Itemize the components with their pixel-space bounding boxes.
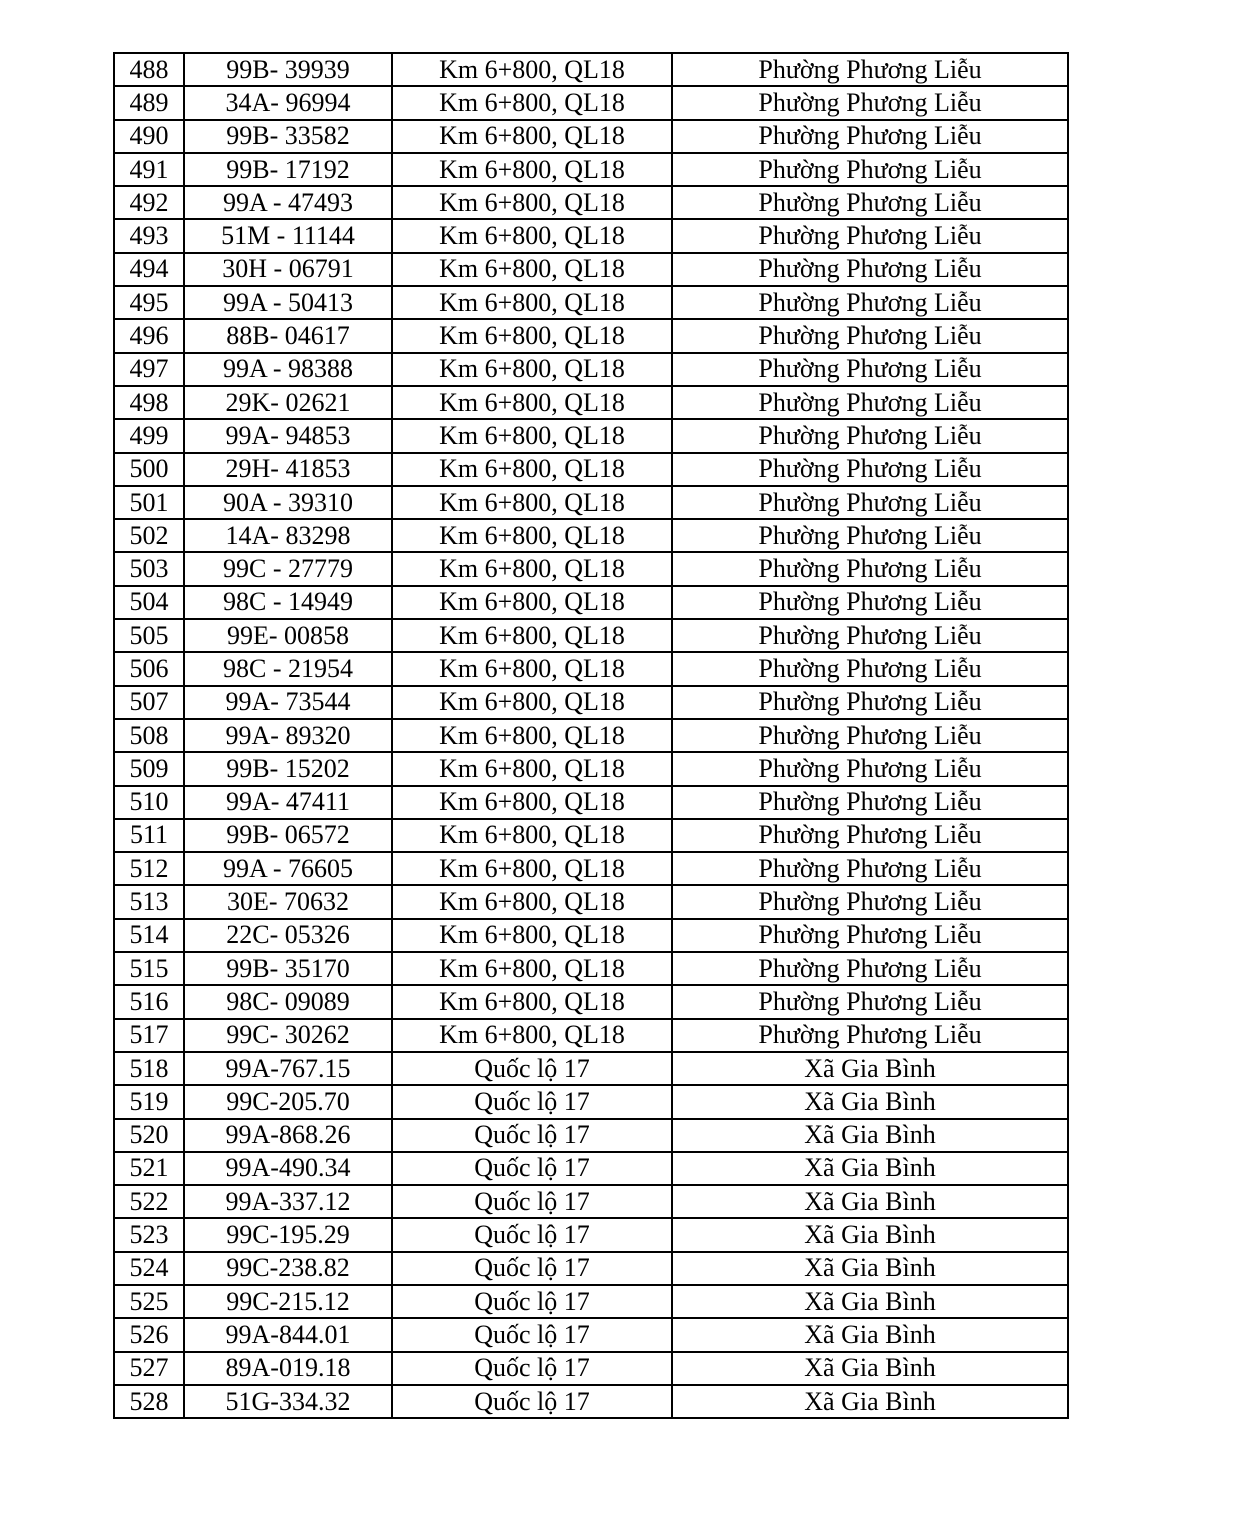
ward-cell: Phường Phương Liễu [672,652,1068,685]
row-number-cell: 512 [114,852,184,885]
license-plate-cell: 30E- 70632 [184,885,392,918]
row-number-cell: 489 [114,86,184,119]
table-row [114,453,1068,486]
table-row [114,852,1068,885]
location-cell: Km 6+800, QL18 [392,453,672,486]
row-number-cell: 500 [114,453,184,486]
row-number-cell: 514 [114,919,184,952]
ward-cell: Phường Phương Liễu [672,619,1068,652]
license-plate-cell: 99C - 27779 [184,552,392,585]
license-plate-cell: 30H - 06791 [184,253,392,286]
ward-cell: Phường Phương Liễu [672,386,1068,419]
license-plate-cell: 99B- 35170 [184,952,392,985]
row-number-cell: 523 [114,1218,184,1251]
location-cell: Km 6+800, QL18 [392,552,672,585]
row-number-cell: 527 [114,1352,184,1385]
table-row [114,752,1068,785]
location-cell: Quốc lộ 17 [392,1252,672,1285]
ward-cell: Phường Phương Liễu [672,53,1068,86]
location-cell: Km 6+800, QL18 [392,686,672,719]
license-plate-cell: 99E- 00858 [184,619,392,652]
violation-table [113,52,1069,1419]
ward-cell: Phường Phương Liễu [672,120,1068,153]
table-row [114,319,1068,352]
table-row [114,486,1068,519]
license-plate-cell: 51G-334.32 [184,1385,392,1418]
table-row [114,985,1068,1018]
location-cell: Quốc lộ 17 [392,1185,672,1218]
row-number-cell: 519 [114,1085,184,1118]
table-row [114,919,1068,952]
row-number-cell: 506 [114,652,184,685]
row-number-cell: 520 [114,1119,184,1152]
ward-cell: Phường Phương Liễu [672,353,1068,386]
table-row [114,353,1068,386]
location-cell: Km 6+800, QL18 [392,419,672,452]
ward-cell: Phường Phương Liễu [672,952,1068,985]
license-plate-cell: 98C - 14949 [184,586,392,619]
ward-cell: Phường Phương Liễu [672,885,1068,918]
ward-cell: Phường Phương Liễu [672,153,1068,186]
ward-cell: Phường Phương Liễu [672,1019,1068,1052]
location-cell: Km 6+800, QL18 [392,885,672,918]
row-number-cell: 525 [114,1285,184,1318]
license-plate-cell: 99A- 89320 [184,719,392,752]
location-cell: Km 6+800, QL18 [392,952,672,985]
license-plate-cell: 99C-215.12 [184,1285,392,1318]
table-row [114,1185,1068,1218]
license-plate-cell: 99A-868.26 [184,1119,392,1152]
license-plate-cell: 99C-205.70 [184,1085,392,1118]
ward-cell: Phường Phương Liễu [672,486,1068,519]
table-row [114,586,1068,619]
location-cell: Quốc lộ 17 [392,1152,672,1185]
location-cell: Km 6+800, QL18 [392,919,672,952]
location-cell: Km 6+800, QL18 [392,153,672,186]
location-cell: Km 6+800, QL18 [392,253,672,286]
location-cell: Quốc lộ 17 [392,1119,672,1152]
license-plate-cell: 99B- 17192 [184,153,392,186]
ward-cell: Xã Gia Bình [672,1385,1068,1418]
location-cell: Km 6+800, QL18 [392,319,672,352]
location-cell: Quốc lộ 17 [392,1052,672,1085]
license-plate-cell: 51M - 11144 [184,219,392,252]
location-cell: Km 6+800, QL18 [392,519,672,552]
row-number-cell: 495 [114,286,184,319]
ward-cell: Phường Phương Liễu [672,819,1068,852]
ward-cell: Xã Gia Bình [672,1352,1068,1385]
table-body [114,53,1068,1418]
license-plate-cell: 99B- 39939 [184,53,392,86]
row-number-cell: 528 [114,1385,184,1418]
row-number-cell: 515 [114,952,184,985]
row-number-cell: 517 [114,1019,184,1052]
location-cell: Km 6+800, QL18 [392,219,672,252]
table-row [114,952,1068,985]
row-number-cell: 497 [114,353,184,386]
row-number-cell: 502 [114,519,184,552]
table-row [114,786,1068,819]
table-row [114,1285,1068,1318]
ward-cell: Phường Phương Liễu [672,253,1068,286]
location-cell: Km 6+800, QL18 [392,652,672,685]
location-cell: Km 6+800, QL18 [392,120,672,153]
table-row [114,219,1068,252]
ward-cell: Xã Gia Bình [672,1185,1068,1218]
license-plate-cell: 34A- 96994 [184,86,392,119]
location-cell: Quốc lộ 17 [392,1085,672,1118]
license-plate-cell: 99A- 94853 [184,419,392,452]
row-number-cell: 494 [114,253,184,286]
table-row [114,120,1068,153]
ward-cell: Xã Gia Bình [672,1085,1068,1118]
table-row [114,885,1068,918]
row-number-cell: 493 [114,219,184,252]
row-number-cell: 511 [114,819,184,852]
ward-cell: Phường Phương Liễu [672,752,1068,785]
row-number-cell: 491 [114,153,184,186]
location-cell: Km 6+800, QL18 [392,53,672,86]
location-cell: Km 6+800, QL18 [392,486,672,519]
location-cell: Km 6+800, QL18 [392,719,672,752]
ward-cell: Phường Phương Liễu [672,86,1068,119]
location-cell: Km 6+800, QL18 [392,286,672,319]
table-row [114,1218,1068,1251]
location-cell: Km 6+800, QL18 [392,985,672,1018]
table-row [114,1252,1068,1285]
table-row [114,1119,1068,1152]
row-number-cell: 499 [114,419,184,452]
row-number-cell: 488 [114,53,184,86]
location-cell: Km 6+800, QL18 [392,1019,672,1052]
row-number-cell: 516 [114,985,184,1018]
license-plate-cell: 99A-767.15 [184,1052,392,1085]
row-number-cell: 503 [114,552,184,585]
ward-cell: Xã Gia Bình [672,1152,1068,1185]
table-row [114,719,1068,752]
location-cell: Quốc lộ 17 [392,1285,672,1318]
row-number-cell: 504 [114,586,184,619]
license-plate-cell: 99B- 06572 [184,819,392,852]
table-row [114,1085,1068,1118]
row-number-cell: 496 [114,319,184,352]
license-plate-cell: 99A-490.34 [184,1152,392,1185]
license-plate-cell: 99A - 50413 [184,286,392,319]
row-number-cell: 492 [114,186,184,219]
row-number-cell: 490 [114,120,184,153]
location-cell: Quốc lộ 17 [392,1352,672,1385]
license-plate-cell: 99A-337.12 [184,1185,392,1218]
table-row [114,1318,1068,1351]
ward-cell: Xã Gia Bình [672,1119,1068,1152]
ward-cell: Phường Phương Liễu [672,219,1068,252]
location-cell: Km 6+800, QL18 [392,852,672,885]
table-row [114,253,1068,286]
row-number-cell: 521 [114,1152,184,1185]
license-plate-cell: 99C- 30262 [184,1019,392,1052]
license-plate-cell: 99C-195.29 [184,1218,392,1251]
row-number-cell: 524 [114,1252,184,1285]
ward-cell: Xã Gia Bình [672,1052,1068,1085]
license-plate-cell: 99A- 47411 [184,786,392,819]
row-number-cell: 518 [114,1052,184,1085]
ward-cell: Xã Gia Bình [672,1285,1068,1318]
location-cell: Quốc lộ 17 [392,1318,672,1351]
row-number-cell: 513 [114,885,184,918]
row-number-cell: 501 [114,486,184,519]
license-plate-cell: 99A - 76605 [184,852,392,885]
table-row [114,1152,1068,1185]
row-number-cell: 507 [114,686,184,719]
license-plate-cell: 99B- 33582 [184,120,392,153]
table-row [114,652,1068,685]
location-cell: Km 6+800, QL18 [392,186,672,219]
license-plate-cell: 98C- 09089 [184,985,392,1018]
ward-cell: Phường Phương Liễu [672,319,1068,352]
license-plate-cell: 89A-019.18 [184,1352,392,1385]
location-cell: Km 6+800, QL18 [392,586,672,619]
table-row [114,1019,1068,1052]
license-plate-cell: 98C - 21954 [184,652,392,685]
location-cell: Km 6+800, QL18 [392,353,672,386]
table-row [114,519,1068,552]
ward-cell: Phường Phương Liễu [672,419,1068,452]
license-plate-cell: 99A - 47493 [184,186,392,219]
table-row [114,386,1068,419]
ward-cell: Xã Gia Bình [672,1318,1068,1351]
license-plate-cell: 29H- 41853 [184,453,392,486]
table-row [114,419,1068,452]
table-row [114,1052,1068,1085]
license-plate-cell: 29K- 02621 [184,386,392,419]
location-cell: Km 6+800, QL18 [392,86,672,119]
license-plate-cell: 99B- 15202 [184,752,392,785]
license-plate-cell: 90A - 39310 [184,486,392,519]
table-row [114,619,1068,652]
location-cell: Quốc lộ 17 [392,1218,672,1251]
row-number-cell: 509 [114,752,184,785]
location-cell: Km 6+800, QL18 [392,819,672,852]
license-plate-cell: 22C- 05326 [184,919,392,952]
row-number-cell: 510 [114,786,184,819]
ward-cell: Phường Phương Liễu [672,552,1068,585]
location-cell: Km 6+800, QL18 [392,386,672,419]
ward-cell: Phường Phương Liễu [672,786,1068,819]
row-number-cell: 526 [114,1318,184,1351]
table-row [114,1385,1068,1418]
table-row [114,86,1068,119]
ward-cell: Phường Phương Liễu [672,453,1068,486]
location-cell: Quốc lộ 17 [392,1385,672,1418]
license-plate-cell: 88B- 04617 [184,319,392,352]
ward-cell: Phường Phương Liễu [672,852,1068,885]
row-number-cell: 505 [114,619,184,652]
ward-cell: Phường Phương Liễu [672,686,1068,719]
license-plate-cell: 99C-238.82 [184,1252,392,1285]
license-plate-cell: 99A - 98388 [184,353,392,386]
license-plate-cell: 99A-844.01 [184,1318,392,1351]
location-cell: Km 6+800, QL18 [392,619,672,652]
ward-cell: Xã Gia Bình [672,1252,1068,1285]
ward-cell: Phường Phương Liễu [672,985,1068,1018]
table-row [114,819,1068,852]
table-row [114,686,1068,719]
ward-cell: Xã Gia Bình [672,1218,1068,1251]
table-row [114,53,1068,86]
table-row [114,1352,1068,1385]
table-row [114,552,1068,585]
ward-cell: Phường Phương Liễu [672,519,1068,552]
license-plate-cell: 14A- 83298 [184,519,392,552]
row-number-cell: 498 [114,386,184,419]
ward-cell: Phường Phương Liễu [672,586,1068,619]
location-cell: Km 6+800, QL18 [392,752,672,785]
ward-cell: Phường Phương Liễu [672,286,1068,319]
ward-cell: Phường Phương Liễu [672,919,1068,952]
license-plate-cell: 99A- 73544 [184,686,392,719]
table-row [114,153,1068,186]
ward-cell: Phường Phương Liễu [672,719,1068,752]
ward-cell: Phường Phương Liễu [672,186,1068,219]
table-row [114,186,1068,219]
location-cell: Km 6+800, QL18 [392,786,672,819]
table-row [114,286,1068,319]
row-number-cell: 508 [114,719,184,752]
row-number-cell: 522 [114,1185,184,1218]
